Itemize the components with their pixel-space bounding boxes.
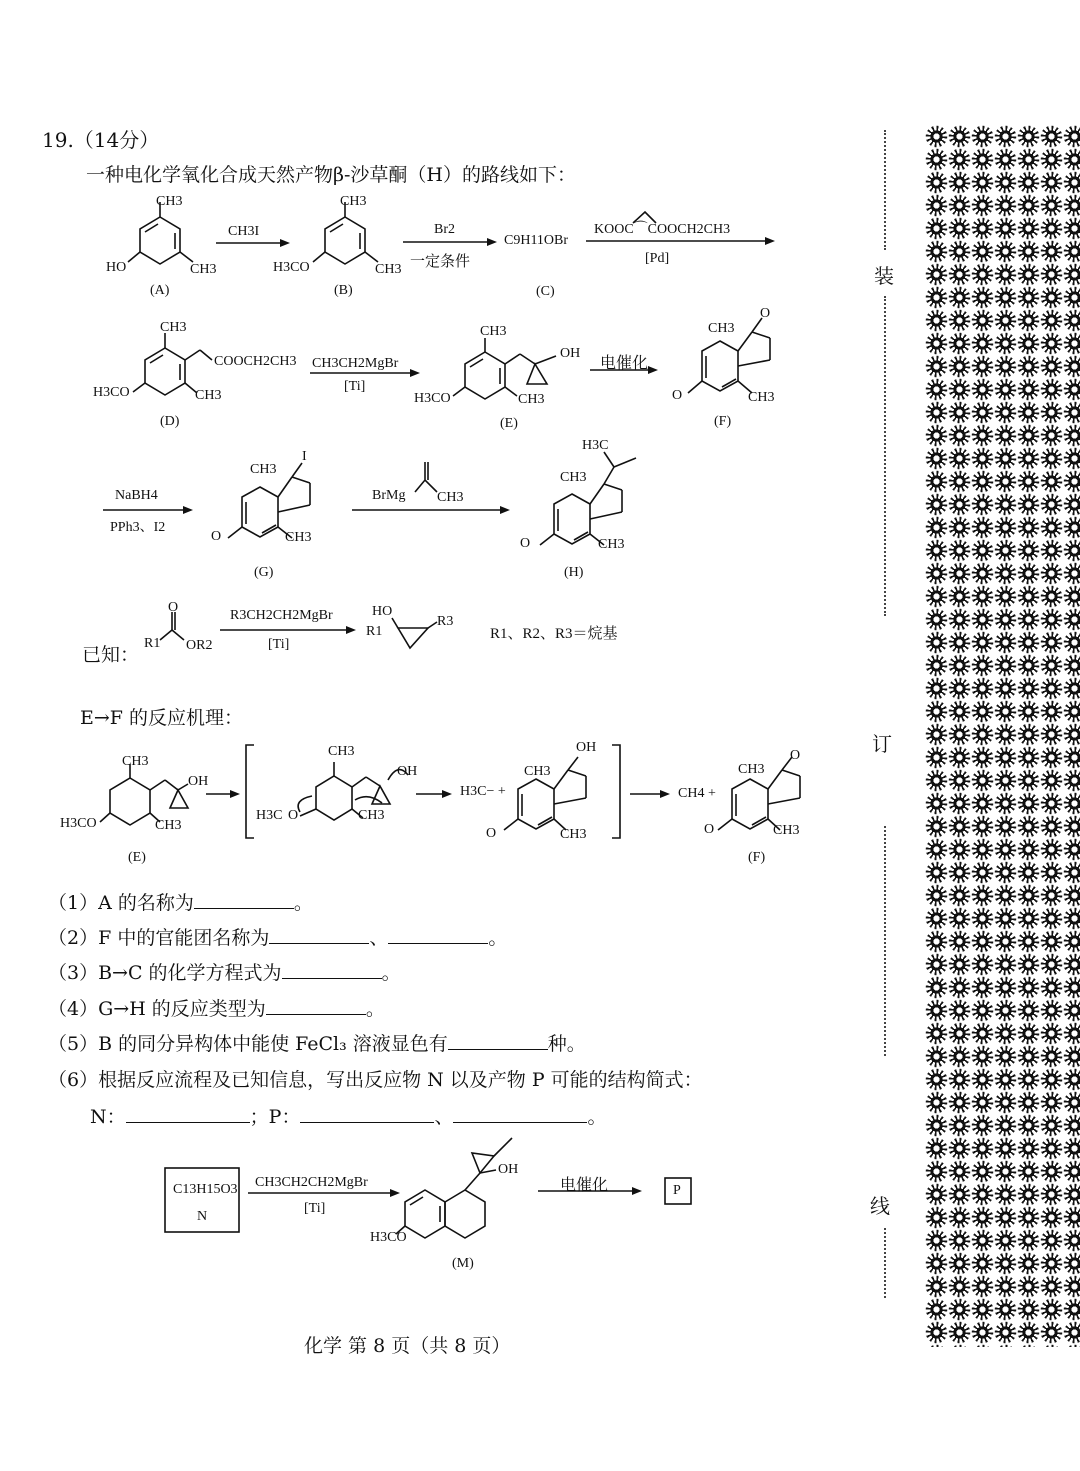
question-2: （2）F 中的官能团名称为 、 。 bbox=[48, 927, 508, 949]
mech-i1-oh: OH bbox=[397, 764, 418, 779]
mech-i1-h3c: H3C bbox=[256, 808, 283, 823]
mech-i2-oh-plus: OH bbox=[576, 740, 597, 755]
g-ch3-bottom: CH3 bbox=[285, 530, 312, 545]
question-6-answers: N： ；P： 、 。 bbox=[90, 1106, 607, 1128]
reagent-ti: [Ti] bbox=[344, 379, 366, 394]
d-ch3-top: CH3 bbox=[160, 320, 187, 335]
a-ch3-right: CH3 bbox=[190, 262, 217, 277]
p-label: P bbox=[673, 1183, 681, 1198]
binding-char-top: 装 bbox=[874, 264, 894, 288]
structure-h bbox=[540, 452, 636, 545]
mech-label-e: (E) bbox=[128, 850, 146, 865]
reagent-electro-1: 电催化 bbox=[600, 355, 649, 372]
known-or2: OR2 bbox=[186, 638, 213, 653]
reagent-etmgbr: CH3CH2MgBr bbox=[312, 356, 399, 371]
n-label: N bbox=[197, 1209, 208, 1224]
reagent-ch3i: CH3I bbox=[228, 224, 260, 239]
mech-f-ch3-top: CH3 bbox=[738, 762, 765, 777]
known-reagent-top: R3CH2CH2MgBr bbox=[230, 608, 333, 623]
d-ch3-bottom: CH3 bbox=[195, 388, 222, 403]
answer-blank-2a[interactable] bbox=[269, 925, 369, 944]
mech-e-ch3-top: CH3 bbox=[122, 754, 149, 769]
m-h3co: H3CO bbox=[370, 1230, 407, 1245]
e-h3co: H3CO bbox=[414, 391, 451, 406]
n-formula: C13H15O3 bbox=[173, 1182, 238, 1197]
reagent-pd: [Pd] bbox=[645, 251, 670, 266]
mech-i1-o: O bbox=[288, 808, 299, 823]
known-product-structure bbox=[392, 618, 437, 648]
known-product-r3: R3 bbox=[437, 614, 454, 629]
known-note: R1、R2、R3＝烷基 bbox=[490, 626, 618, 642]
answer-blank-p1[interactable] bbox=[300, 1104, 434, 1123]
binding-char-bottom: 线 bbox=[870, 1194, 890, 1218]
g-iodo: I bbox=[302, 449, 307, 464]
mech-i1-ch3-top: CH3 bbox=[328, 744, 355, 759]
known-reagent-bottom: [Ti] bbox=[268, 637, 290, 652]
mech-f-o: O bbox=[704, 822, 715, 837]
m-oh: OH bbox=[498, 1162, 519, 1177]
reagent-condition: 一定条件 bbox=[410, 254, 471, 270]
e-oh: OH bbox=[560, 346, 581, 361]
structure-a bbox=[128, 202, 193, 264]
structure-m bbox=[396, 1138, 512, 1238]
d-h3co: H3CO bbox=[93, 385, 130, 400]
question-6: （6）根据反应流程及已知信息，写出反应物 N 以及产物 P 可能的结构简式： bbox=[48, 1069, 703, 1091]
label-a: (A) bbox=[150, 283, 170, 298]
e-ch3-bottom: CH3 bbox=[518, 392, 545, 407]
b-h3co: H3CO bbox=[273, 260, 310, 275]
reagent-brmg: BrMg bbox=[372, 488, 406, 503]
question-1: （1）A 的名称为 。 bbox=[48, 892, 313, 914]
mech-e-ch3-bottom: CH3 bbox=[155, 818, 182, 833]
final-electro: 电催化 bbox=[560, 1177, 609, 1194]
h-ch3-bottom: CH3 bbox=[598, 537, 625, 552]
bracket-right bbox=[612, 745, 620, 838]
mech-f-ketone-o: O bbox=[790, 748, 801, 763]
c-formula: C9H11OBr bbox=[504, 233, 569, 248]
answer-blank-1[interactable] bbox=[194, 890, 294, 909]
g-o: O bbox=[211, 529, 222, 544]
f-ketone-o: O bbox=[760, 306, 771, 321]
binding-dots-4 bbox=[884, 1228, 886, 1298]
mech-label-f: (F) bbox=[748, 850, 766, 865]
label-f: (F) bbox=[714, 414, 732, 429]
mechanism-intermediate-1 bbox=[298, 762, 408, 820]
b-ch3-top: CH3 bbox=[340, 194, 367, 209]
label-m: (M) bbox=[452, 1256, 474, 1271]
final-reagent-top: CH3CH2CH2MgBr bbox=[255, 1175, 368, 1190]
binding-dots-2 bbox=[884, 296, 886, 616]
known-label: 已知： bbox=[82, 644, 140, 666]
binding-dots-1 bbox=[884, 130, 886, 250]
f-ch3-top: CH3 bbox=[708, 321, 735, 336]
mechanism-title: E→F 的反应机理： bbox=[80, 707, 244, 729]
structure-e bbox=[453, 338, 556, 399]
binding-char-middle: 订 bbox=[872, 732, 892, 756]
mech-i2-ch3-top: CH3 bbox=[524, 764, 551, 779]
structure-b bbox=[313, 202, 378, 264]
answer-blank-n[interactable] bbox=[126, 1104, 250, 1123]
label-h: (H) bbox=[564, 565, 584, 580]
mech-h3c-minus: H3C− + bbox=[460, 784, 506, 799]
structure-d bbox=[133, 333, 212, 395]
answer-blank-3[interactable] bbox=[282, 960, 382, 979]
d-ester: COOCH2CH3 bbox=[214, 354, 297, 369]
mech-i2-ch3-bottom: CH3 bbox=[560, 827, 587, 842]
f-enone-o: O bbox=[672, 388, 683, 403]
question-4: （4）G→H 的反应类型为 。 bbox=[48, 998, 385, 1020]
reagent-pph3-i2: PPh3、I2 bbox=[110, 520, 166, 535]
known-o: O bbox=[168, 600, 179, 615]
e-ch3-top: CH3 bbox=[480, 324, 507, 339]
h-ch3-top: CH3 bbox=[560, 470, 587, 485]
question-intro: 一种电化学氧化合成天然产物β-沙草酮（H）的路线如下： bbox=[86, 164, 576, 186]
known-product-r1: R1 bbox=[366, 624, 383, 639]
reagent-malonate: KOOC⌒COOCH2CH3 bbox=[594, 222, 731, 237]
known-ho: HO bbox=[372, 604, 393, 619]
mech-f-ch3-bottom: CH3 bbox=[773, 823, 800, 838]
mech-ch4: CH4 + bbox=[678, 786, 716, 801]
h-o: O bbox=[520, 536, 531, 551]
bracket-left bbox=[246, 745, 254, 838]
reagent-nabh4: NaBH4 bbox=[115, 488, 158, 503]
answer-blank-p2[interactable] bbox=[453, 1104, 587, 1123]
side-pattern bbox=[925, 125, 1080, 1347]
mech-e-h3co: H3CO bbox=[60, 816, 97, 831]
a-ho: HO bbox=[106, 260, 127, 275]
mech-e-oh: OH bbox=[188, 774, 209, 789]
mech-i1-ch3-bottom: CH3 bbox=[358, 808, 385, 823]
a-ch3-top: CH3 bbox=[156, 194, 183, 209]
b-ch3-right: CH3 bbox=[375, 262, 402, 277]
known-reactant-structure bbox=[160, 612, 184, 640]
label-c: (C) bbox=[536, 284, 555, 299]
answer-blank-5[interactable] bbox=[448, 1031, 548, 1050]
answer-blank-4[interactable] bbox=[266, 996, 366, 1015]
g-ch3-top: CH3 bbox=[250, 462, 277, 477]
binding-dots-3 bbox=[884, 826, 886, 1056]
answer-blank-2b[interactable] bbox=[388, 925, 488, 944]
known-r1: R1 bbox=[144, 636, 161, 651]
label-d: (D) bbox=[160, 414, 180, 429]
question-3: （3）B→C 的化学方程式为 。 bbox=[48, 962, 401, 984]
h-h3c: H3C bbox=[582, 438, 609, 453]
question-number: 19.（14分） bbox=[42, 128, 160, 152]
reagent-brmg-ch3: CH3 bbox=[437, 490, 464, 505]
final-reagent-bottom: [Ti] bbox=[304, 1201, 326, 1216]
mechanism-e bbox=[100, 764, 188, 825]
mech-i2-o: O bbox=[486, 826, 497, 841]
f-ch3-bottom: CH3 bbox=[748, 390, 775, 405]
label-b: (B) bbox=[334, 283, 353, 298]
page-footer: 化学 第 8 页（共 8 页） bbox=[304, 1335, 511, 1357]
label-g: (G) bbox=[254, 565, 274, 580]
reagent-br2: Br2 bbox=[434, 222, 455, 237]
question-5: （5）B 的同分异构体中能使 FeCl₃ 溶液显色有 种。 bbox=[48, 1033, 586, 1055]
label-e: (E) bbox=[500, 416, 518, 431]
